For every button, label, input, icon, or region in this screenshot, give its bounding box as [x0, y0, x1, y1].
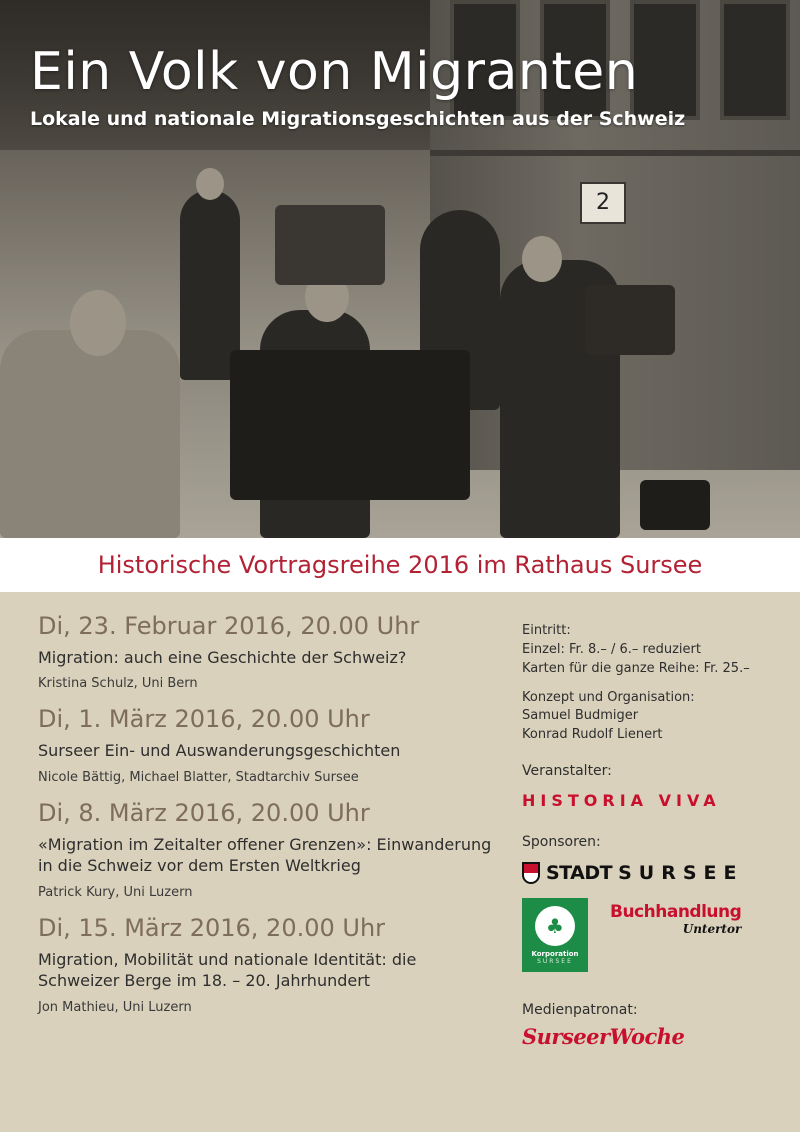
concept-person: Samuel Budmiger: [522, 708, 639, 724]
event-item: [38, 705, 498, 784]
sponsor-logos: [522, 898, 782, 972]
media-label: Medienpatronat:: [522, 1002, 638, 1019]
event-date: Di, 8. März 2016, 20.00 Uhr: [38, 798, 370, 827]
sursee-crest-icon: [522, 862, 540, 884]
event-title: Migration, Mobilität und nationale Identität: die Schweizer Berge im 18. – 20. Jahrhundert: [38, 949, 417, 991]
banner-text: Historische Vortragsreihe 2016 im Rathaus Sursee: [97, 551, 703, 579]
event-speaker: Kristina Schulz, Uni Bern: [38, 676, 198, 692]
korporation-logo: ♣ Korporation SURSEE: [522, 898, 588, 972]
page-subtitle: Lokale und nationale Migrationsgeschichten aus der Schweiz: [30, 108, 686, 130]
event-date: Di, 1. März 2016, 20.00 Uhr: [38, 705, 370, 734]
stadt-sursee-logo: STADT SURSEE: [522, 862, 782, 884]
event-item: [38, 612, 498, 691]
event-title: Migration: auch eine Geschichte der Schweiz?: [38, 647, 407, 667]
title-block: [30, 42, 686, 130]
concept-label: Konzept und Organisation:: [522, 689, 695, 705]
series-banner: [0, 538, 800, 592]
info-column: [522, 622, 782, 1049]
historic-photo: [0, 0, 800, 538]
event-date: Di, 23. Februar 2016, 20.00 Uhr: [38, 612, 420, 640]
buchhandlung-logo: Buchhandlung Untertor: [610, 902, 742, 937]
event-item: [38, 914, 498, 1015]
event-date: Di, 15. März 2016, 20.00 Uhr: [38, 913, 386, 942]
entry-label: Eintritt:: [522, 623, 571, 638]
surseer-woche-logo: SurseerWoche: [522, 1024, 685, 1050]
suitcase: [230, 350, 470, 500]
event-list: [38, 612, 498, 1029]
sponsors-label: Sponsoren:: [522, 834, 601, 851]
entry-series-price: Karten für die ganze Reihe: Fr. 25.–: [522, 660, 750, 676]
page-title: Ein Volk von Migranten: [30, 42, 639, 102]
migrant-figure: [0, 330, 180, 538]
carriage-sign: 2: [580, 182, 626, 224]
event-speaker: Nicole Bättig, Michael Blatter, Stadtarchiv Sursee: [38, 769, 359, 785]
event-title: «Migration im Zeitalter offener Grenzen»: Einwanderung in die Schweiz vor dem Ersten Weltkrieg: [38, 834, 492, 876]
historia-viva-logo: HISTORIA VIVA: [522, 791, 721, 811]
event-item: [38, 799, 498, 900]
event-speaker: Jon Mathieu, Uni Luzern: [38, 999, 192, 1015]
concept-person: Konrad Rudolf Lienert: [522, 727, 663, 743]
organizer-label: Veranstalter:: [522, 763, 612, 780]
event-title: Surseer Ein- und Auswanderungsgeschichten: [38, 741, 401, 761]
cloverleaf-icon: ♣: [535, 906, 575, 946]
event-speaker: Patrick Kury, Uni Luzern: [38, 884, 193, 900]
entry-single-price: Einzel: Fr. 8.– / 6.– reduziert: [522, 641, 701, 657]
